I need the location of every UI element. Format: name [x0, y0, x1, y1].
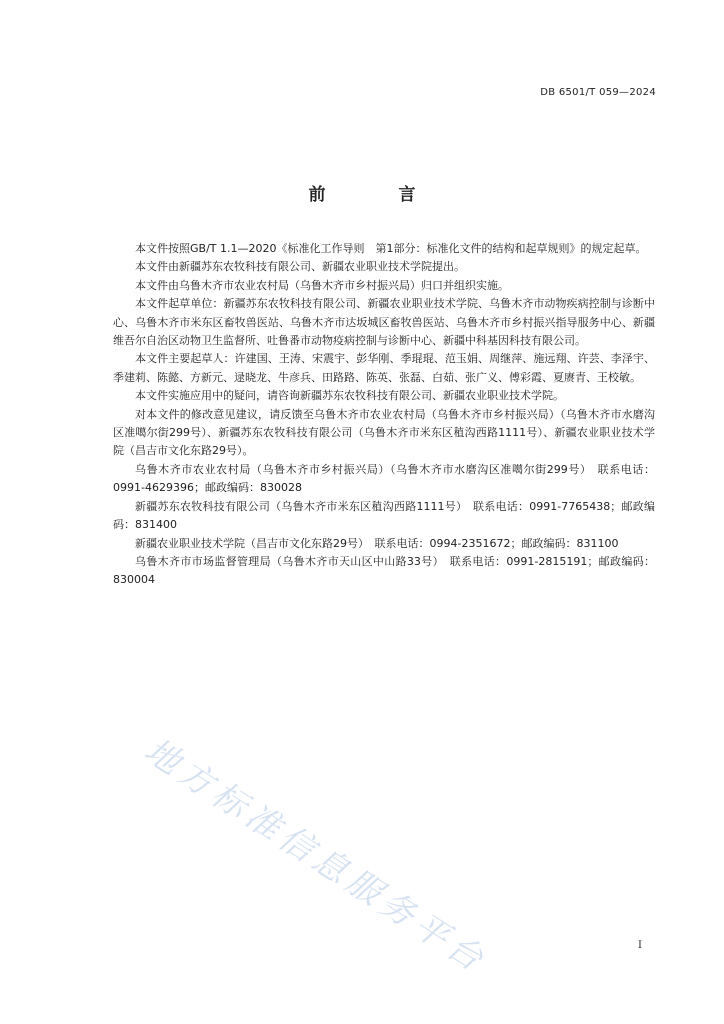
page-number: I — [638, 940, 642, 951]
paragraph: 本文件由乌鲁木齐市农业农村局（乌鲁木齐市乡村振兴局）归口并组织实施。 — [135, 278, 509, 292]
paragraph: 本文件主要起草人：许建国、王涛、宋震宇、彭华刚、季琨琨、范玉娟、周继萍、施远翔、许芸、李泽宇、季建莉、陈懿、方新元、逯晓龙、牛彦兵、田路路、陈英、张磊、白茹、张广义、傅彩霞、夏赓青、王校敏。 — [113, 352, 655, 384]
doc-code: DB 6501/T 059—2024 — [540, 87, 656, 98]
paragraph: 本文件实施应用中的疑问，请咨询新疆苏东农牧科技有限公司、新疆农业职业技术学院。 — [135, 389, 564, 403]
document-body — [113, 240, 655, 590]
paragraph: 新疆农业职业技术学院（昌吉市文化东路29号） 联系电话：0994-2351672；邮政编码：831100 — [135, 536, 619, 550]
watermark: 地方标准信息服务平台 — [137, 730, 495, 983]
paragraph: 乌鲁木齐市农业农村局（乌鲁木齐市乡村振兴局）（乌鲁木齐市水磨沟区准噶尔街299号） 联系电话：0991-4629396；邮政编码：830028 — [113, 462, 655, 495]
page-title: 前 言 — [308, 185, 444, 205]
paragraph: 乌鲁木齐市市场监督管理局（乌鲁木齐市天山区中山路33号） 联系电话：0991-2815191；邮政编码：830004 — [113, 554, 655, 587]
paragraph: 新疆苏东农牧科技有限公司（乌鲁木齐市米东区稙沟西路1111号） 联系电话：0991-7765438；邮政编码：831400 — [113, 499, 655, 532]
paragraph: 本文件由新疆苏东农牧科技有限公司、新疆农业职业技术学院提出。 — [135, 260, 465, 274]
paragraph: 本文件按照GB/T 1.1—2020《标准化工作导则 第1部分：标准化文件的结构和起草规则》的规定起草。 — [135, 242, 647, 255]
paragraph: 对本文件的修改意见建议，请反馈至乌鲁木齐市农业农村局（乌鲁木齐市乡村振兴局）（乌鲁木齐市水磨沟区准噶尔街299号）、新疆苏东农牧科技有限公司（乌鲁木齐市米东区稙沟西路1111号）、新疆农业职业技术学院（昌吉市文化东路29号）。 — [113, 407, 655, 458]
paragraph: 本文件起草单位：新疆苏东农牧科技有限公司、新疆农业职业技术学院、乌鲁木齐市动物疾病控制与诊断中心、乌鲁木齐市米东区畜牧兽医站、乌鲁木齐市达坂城区畜牧兽医站、乌鲁木齐市乡村振兴指导服务中心、新疆维吾尔自治区动物卫生监督所、吐鲁番市动物疫病控制与诊断中心、新疆中科基因科技有限公司。 — [113, 297, 655, 348]
